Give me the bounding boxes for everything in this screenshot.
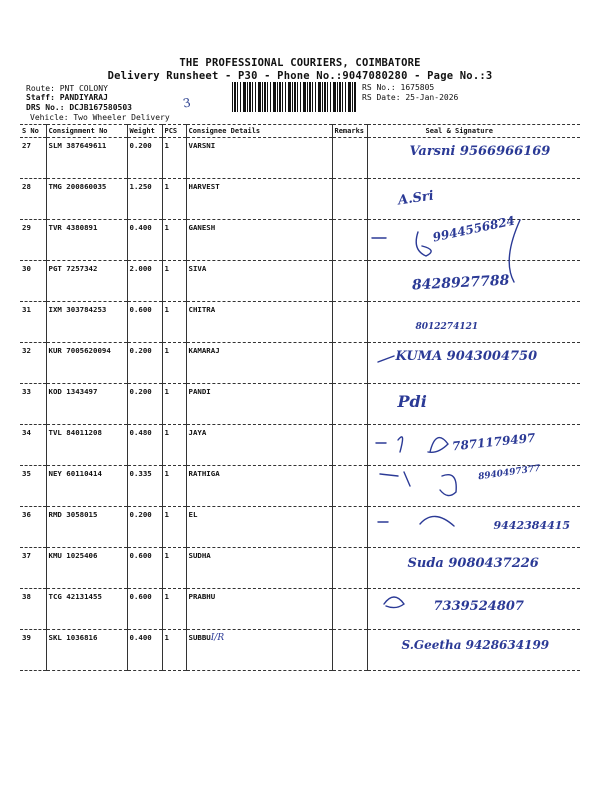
cell-consignee: VARSNI <box>186 138 332 179</box>
table-row <box>20 507 580 548</box>
cell-sno: 37 <box>20 548 46 589</box>
cell-signature <box>367 343 580 384</box>
cell-remarks <box>332 179 367 220</box>
cell-consignment: TCG 42131455 <box>46 589 127 630</box>
cell-remarks <box>332 302 367 343</box>
col-header-sno: S No <box>20 125 46 138</box>
table-row <box>20 343 580 384</box>
cell-weight: 0.600 <box>127 589 162 630</box>
cell-weight: 0.600 <box>127 548 162 589</box>
cell-weight: 0.200 <box>127 138 162 179</box>
cell-consignee: GANESH <box>186 220 332 261</box>
cell-consignee: RATHIGA <box>186 466 332 507</box>
cell-sno: 36 <box>20 507 46 548</box>
cell-consignment: SKL 1036816 <box>46 630 127 671</box>
cell-sno: 32 <box>20 343 46 384</box>
cell-pcs: 1 <box>162 507 186 548</box>
cell-pcs: 1 <box>162 384 186 425</box>
signature-text: 8012274121 <box>415 322 479 332</box>
table-row <box>20 138 580 179</box>
cell-remarks <box>332 466 367 507</box>
cell-pcs: 1 <box>162 425 186 466</box>
cell-signature <box>367 179 580 220</box>
cell-consignee: SIVA <box>186 261 332 302</box>
cell-consignment: TMG 200860035 <box>46 179 127 220</box>
table-row <box>20 179 580 220</box>
cell-pcs: 1 <box>162 343 186 384</box>
runsheet-subtitle: Delivery Runsheet - P30 - Phone No.:9047080280 - Page No.:3 <box>107 70 493 82</box>
signature-text: 8428927788 <box>411 272 510 294</box>
signature-text: 7871179497 <box>450 430 536 454</box>
cell-sno: 27 <box>20 138 46 179</box>
cell-weight: 0.200 <box>127 507 162 548</box>
cell-signature <box>367 138 580 179</box>
cell-signature <box>367 261 580 302</box>
cell-sno: 31 <box>20 302 46 343</box>
cell-remarks <box>332 507 367 548</box>
cell-consignee: JAYA <box>186 425 332 466</box>
cell-sno: 39 <box>20 630 46 671</box>
cell-pcs: 1 <box>162 302 186 343</box>
cell-consignee: CHITRA <box>186 302 332 343</box>
cell-weight: 2.000 <box>127 261 162 302</box>
table-header-row <box>20 125 580 138</box>
cell-signature <box>367 548 580 589</box>
cell-signature <box>367 425 580 466</box>
cell-consignment: PGT 7257342 <box>46 261 127 302</box>
cell-consignee: SUDHA <box>186 548 332 589</box>
signature-text: S.Geetha 9428634199 <box>401 638 550 652</box>
col-header-pcs: PCS <box>162 125 186 138</box>
cell-consignment: KMU 1025406 <box>46 548 127 589</box>
cell-sno: 34 <box>20 425 46 466</box>
cell-consignment: NEY 60110414 <box>46 466 127 507</box>
cell-remarks <box>332 343 367 384</box>
cell-sno: 30 <box>20 261 46 302</box>
cell-consignee <box>186 630 332 671</box>
cell-sno: 35 <box>20 466 46 507</box>
cell-pcs: 1 <box>162 630 186 671</box>
cell-weight: 0.200 <box>127 384 162 425</box>
cell-consignment: RMD 3058015 <box>46 507 127 548</box>
col-header-weight: Weight <box>127 125 162 138</box>
cell-consignee: PANDI <box>186 384 332 425</box>
cell-sno: 28 <box>20 179 46 220</box>
delivery-table <box>20 124 580 671</box>
cell-weight: 0.480 <box>127 425 162 466</box>
cell-signature <box>367 507 580 548</box>
cell-consignment: IXM 303784253 <box>46 302 127 343</box>
signature-text: Pdi <box>397 392 427 411</box>
signature-text: KUMA 9043004750 <box>395 349 538 364</box>
cell-remarks <box>332 589 367 630</box>
route-label: Route: PNT COLONY <box>26 84 108 93</box>
consignee-handwritten-note: I/R <box>210 633 225 643</box>
table-row <box>20 425 580 466</box>
signature-text: 7339524807 <box>433 599 524 614</box>
cell-consignee: HARVEST <box>186 179 332 220</box>
rs-number: RS No.: 1675805 <box>362 83 435 92</box>
cell-sno: 33 <box>20 384 46 425</box>
table-row <box>20 220 580 261</box>
cell-consignee: PRABHU <box>186 589 332 630</box>
table-row <box>20 302 580 343</box>
cell-weight: 0.200 <box>127 343 162 384</box>
col-header-signature: Seal & Signature <box>367 125 580 138</box>
table-row <box>20 548 580 589</box>
cell-remarks <box>332 261 367 302</box>
table-row <box>20 630 580 671</box>
cell-remarks <box>332 138 367 179</box>
vehicle-label: Vehicle: Two Wheeler Delivery <box>30 113 170 122</box>
cell-remarks <box>332 220 367 261</box>
cell-pcs: 1 <box>162 179 186 220</box>
barcode-image <box>232 82 356 112</box>
cell-consignment: TVL 84011208 <box>46 425 127 466</box>
consignee-name: SUBBU <box>188 633 211 642</box>
cell-consignment: SLM 387649611 <box>46 138 127 179</box>
cell-weight: 0.335 <box>127 466 162 507</box>
signature-text: 9442384415 <box>493 519 571 532</box>
cell-weight: 1.250 <box>127 179 162 220</box>
cell-weight: 0.400 <box>127 220 162 261</box>
cell-sno: 38 <box>20 589 46 630</box>
rs-date: RS Date: 25-Jan-2026 <box>362 93 459 102</box>
signature-text: Varsni 9566966169 <box>409 144 551 159</box>
cell-remarks <box>332 630 367 671</box>
signature-text: 8940497377 <box>477 463 541 483</box>
handwritten-mark: 3 <box>181 95 192 111</box>
cell-sno: 29 <box>20 220 46 261</box>
cell-consignee: KAMARAJ <box>186 343 332 384</box>
table-row <box>20 466 580 507</box>
cell-pcs: 1 <box>162 261 186 302</box>
signature-text: 9944556824 <box>430 213 516 245</box>
cell-consignment: KOD 1343497 <box>46 384 127 425</box>
col-header-consignee: Consignee Details <box>186 125 332 138</box>
cell-weight: 0.400 <box>127 630 162 671</box>
cell-pcs: 1 <box>162 466 186 507</box>
company-title: THE PROFESSIONAL COURIERS, COIMBATORE <box>179 57 421 69</box>
cell-signature <box>367 630 580 671</box>
signature-text: A.Sri <box>396 188 435 209</box>
cell-signature <box>367 589 580 630</box>
cell-consignee: EL <box>186 507 332 548</box>
signature-text: Suda 9080437226 <box>407 556 539 571</box>
table-row <box>20 261 580 302</box>
table-row <box>20 589 580 630</box>
staff-label: Staff: PANDIYARAJ <box>26 93 108 102</box>
cell-remarks <box>332 548 367 589</box>
col-header-remarks: Remarks <box>332 125 367 138</box>
cell-consignment: KUR 7005620094 <box>46 343 127 384</box>
cell-signature <box>367 384 580 425</box>
cell-consignment: TVR 4380891 <box>46 220 127 261</box>
cell-remarks <box>332 384 367 425</box>
drs-label: DRS No.: DCJB167580503 <box>26 103 132 112</box>
cell-pcs: 1 <box>162 589 186 630</box>
col-header-consignment: Consignment No <box>46 125 127 138</box>
cell-pcs: 1 <box>162 548 186 589</box>
cell-signature <box>367 213 580 261</box>
cell-weight: 0.600 <box>127 302 162 343</box>
cell-remarks <box>332 425 367 466</box>
cell-signature <box>367 302 580 343</box>
cell-pcs: 1 <box>162 138 186 179</box>
table-row <box>20 384 580 425</box>
cell-pcs: 1 <box>162 220 186 261</box>
cell-signature <box>367 463 580 507</box>
